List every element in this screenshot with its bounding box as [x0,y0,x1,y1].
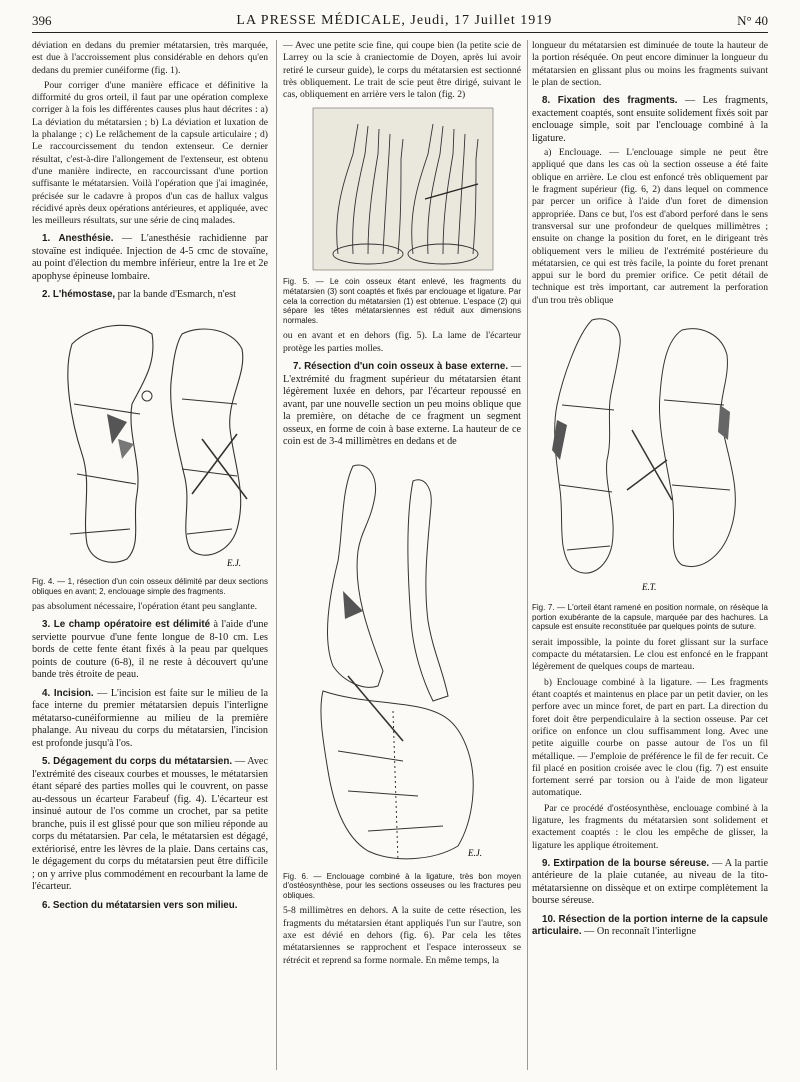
figure-5-illustration [283,104,521,274]
section-text: — L'extrémité du fragment supérieur du métatarsien étant légèrement luxée en dehors, par l'écarteur repoussé en avant, par une nouvelle section un peu moins oblique que la première, on détache de ce fragment un segment osseux, en forme de coin à base externe. La hauteur de ce coin est de 3-4 millimètres en dedans et de [283,361,522,448]
section-text: — A la partie antérieure de la plaie cutanée, au niveau de la tito-métatarsienne on dissèque et on extirpe complètement la bourse séreuse. [532,857,768,907]
section-heading [32,233,268,283]
figure-5 [283,104,521,274]
figure-7 [532,310,768,600]
paragraph: Pour corriger d'une manière efficace et définitive la difformité du gros orteil, il faut par une opération complexe corriger à la fois les différentes causes plus haut décrites : a) La déviation du métatarsien ; b) La déviation et luxation de la phalange ; c) Le relâchement de la capsule articulaire ; d) Le raccourcissement du tendon extenseur. Ce dernier résultat, c'est-à-dire l'allongement de l'extenseur, est obtenu d'une manière indirecte, en raccourcissant d'une portion suffisante le métatarsien. Voilà l'opération que j'ai imaginée, précisée sur le cadavre à propos d'un cas de hallux valgus récidivé après deux opérations antérieures, et appliquée, avec les meilleurs résultats, sur une série de cinq malades. [32,79,268,227]
section-title: 8. Fixation des fragments. [542,95,678,107]
section-title: 10. Résection de la portion interne de la capsule articulaire. [532,913,768,938]
paragraph: a) Enclouage. — L'enclouage simple ne peut être appliqué que dans les cas où la section osseuse a été faite oblique en arrière. Le clou est enfoncé très obliquement par le fragment supérieur (fig. 6, 2) dans lequel on commence par percer un orifice à l'aide d'un foret de dimension appropriée. Dans ce but, l'os est d'abord perforé dans le sens transversal sur une profondeur de quelques millimètres ; ensuite on change la position du foret, en le dirigeant très obliquement vers le milieu de l'extrémité postérieure du métatarsien, ce qui est très facile, la pointe du foret prenant appui sur le bord du premier orifice. Ce petit détail de technique est très important, car autrement la perforation d'un trou très oblique [532,147,768,306]
section-title: 3. Le champ opératoire est délimité [42,619,211,631]
paragraph: pas absolument nécessaire, l'opération étant peu sanglante. [32,601,257,613]
section-heading [32,688,268,751]
paragraph: déviation en dedans du premier métatarsien, très marquée, est due à l'accroissement plus considérable en dehors qu'en dedans du premier cunéiforme (fig. 1). [32,40,268,76]
figure-6-illustration [283,451,521,869]
section-heading [32,619,268,682]
paragraph: 5-8 millimètres en dehors. A la suite de cette résection, les fragments du métatarsien étant appliqués l'un sur l'autre, son axe est dévié en dehors (fig. 6). Par cela les têtes métatarsiennes se rapprochent et l'espace interosseux se rétrécit et reprend sa forme normale. En même temps, la [283,905,521,966]
figure-initials: E.T. [642,582,657,593]
column-3 [532,40,768,941]
page-header [32,10,768,33]
page-number: 396 [32,13,52,28]
section-heading [32,900,268,913]
section-text: par la bande d'Esmarch, n'est [115,289,236,301]
paragraph: — Avec une petite scie fine, qui coupe bien (la petite scie de Larrey ou la scie à craniectomie de Doyen, après lui avoir retiré le curseur guide), le corps du métatarsien est sectionné très obliquement. Le trait de scie peut être dirigé, suivant le cas, obliquement en arrière vers le talon (fig. 2) [283,40,521,101]
section-text: — Avec l'extrémité des ciseaux courbes et mousses, le métatarsien étant séparé des parties molles qui le couvrent, on passe au-dessous un écarteur Farabeuf (fig. 4). L'écarteur est insinué autour de l'os comme un crochet, par sa petite branche, puis il est glissé pour que son milieu réponde au corps du métatarsien. Par cela, le métatarsien est dégagé, extériorisé, entre les lèvres de la plaie. Dans certains cas, le dégagement du corps du métatarsien peut être difficile ; on y arrive plus commodément en recourbant la lame de l'écarteur. [32,756,268,893]
paragraph: b) Enclouage combiné à la ligature. — Les fragments étant coaptés et maintenus en place par un petit davier, on les perfore avec un mince foret, de part en part. La direction du foret doit être perpendiculaire à la section osseuse. Par cet orifice on enfonce un clou suffisamment long. Avec une petite aiguille courbe on passe autour de l'os un fil métallique. — J'emploie de préférence le fil de fer recuit. Ce fil placé en position croisée avec le clou (fig. 7) est ensuite fortement serré par torsion ou à l'aide de mon ligateur automatique. [532,676,768,799]
figure-initials: E.J. [468,847,482,858]
issue-number: N° 40 [737,13,768,28]
section-heading [532,95,768,145]
publication-title: LA PRESSE MÉDICALE, Jeudi, 17 Juillet 1919 [236,13,553,28]
paragraph: Par ce procédé d'ostéosynthèse, enclouage combiné à la ligature, les fragments du métatarsien sont solidement et exactement coaptés : le clou les empêche de glisser, la ligature les applique étroitement. [532,802,768,851]
section-title: 7. Résection d'un coin osseux à base externe. [293,361,509,373]
section-title: 6. Section du métatarsien vers son milieu. [42,899,238,911]
figure-6-caption: Fig. 6. — Enclouage combiné à la ligature, très bon moyen d'ostéosynthèse, pour les sections osseuses ou les fractures peu obliques. [283,871,521,900]
section-title: 1. Anesthésie. [42,233,114,245]
figure-initials: E.J. [227,557,241,568]
figure-4-illustration [32,304,268,574]
column-divider [527,40,528,1070]
column-2 [283,40,521,970]
section-title: 2. L'hémostase, [42,289,116,301]
figure-4-caption: Fig. 4. — 1, résection d'un coin osseux délimité par deux sections obliques en avant; 2, enclouage simple des fragments. [32,576,268,596]
section-title: 5. Dégagement du corps du métatarsien. [42,756,233,768]
section-heading [532,914,768,939]
figure-6 [283,451,521,869]
section-text: — L'incision est faite sur le milieu de la face interne du premier métatarsien depuis l'interligne métatarso-cunéiformienne au milieu de la première phalange. Au niveau du corps du métatarsien, l'incision est profonde jusqu'à l'os. [32,687,268,749]
section-heading [32,289,268,302]
paragraph: serait impossible, la pointe du foret glissant sur la surface compacte du métatarsien. Le clou est enfoncé en le frappant légèrement de quelques coups de marteau. [532,636,768,673]
section-heading [532,858,768,908]
paragraph: ou en avant et en dehors (fig. 5). La lame de l'écarteur protège les parties molles. [283,330,521,354]
section-text: — On reconnaît l'interligne [581,926,696,938]
figure-4 [32,304,268,574]
section-text: — Les fragments, exactement coaptés, sont ensuite solidement fixés soit par enclouage simple, soit par l'enclouage combiné à la ligature. [532,95,768,144]
section-text: — L'anesthésie rachidienne par stovaïne est indiquée. Injection de 4-5 cmc de stovaïne, au point d'élection du membre inférieur, entre la 1re et 2e apophyse épineuse lombaire. [32,233,268,282]
figure-7-illustration [532,310,768,600]
paragraph: longueur du métatarsien est diminuée de toute la hauteur de la portion réséquée. On peut encore diminuer la longueur du métatarsien en glissant plus ou moins les fragments suivant le plan de section. [532,40,768,88]
figure-5-caption: Fig. 5. — Le coin osseux étant enlevé, les fragments du métatarsien (3) sont coaptés et fixés par enclouage et ligature. Par cela la correction du métatarsien (1) est obtenue. L'espace (2) qui sépare les têtes métatarsiennes est réduit aux dimensions normales. [283,277,521,325]
section-heading [32,756,268,894]
column-divider [276,40,277,1070]
figure-7-caption: Fig. 7. — L'orteil étant ramené en position normale, on résèque la portion exubérante de la capsule, marquée par des hachures. La capsule est ensuite reconstituée par quelques points de suture. [532,603,768,632]
section-title: 9. Extirpation de la bourse séreuse. [542,857,710,869]
section-text: à l'aide d'une serviette pourvue d'une fente longue de 8-10 cm. Les bords de cette fente étant fixés à la peau par quelques points de couture (6-8), il ne reste à découvert qu'une bande très étroite de peau. [32,619,268,681]
column-1 [32,40,268,914]
section-title: 4. Incision. [42,687,94,699]
section-heading [283,361,521,449]
